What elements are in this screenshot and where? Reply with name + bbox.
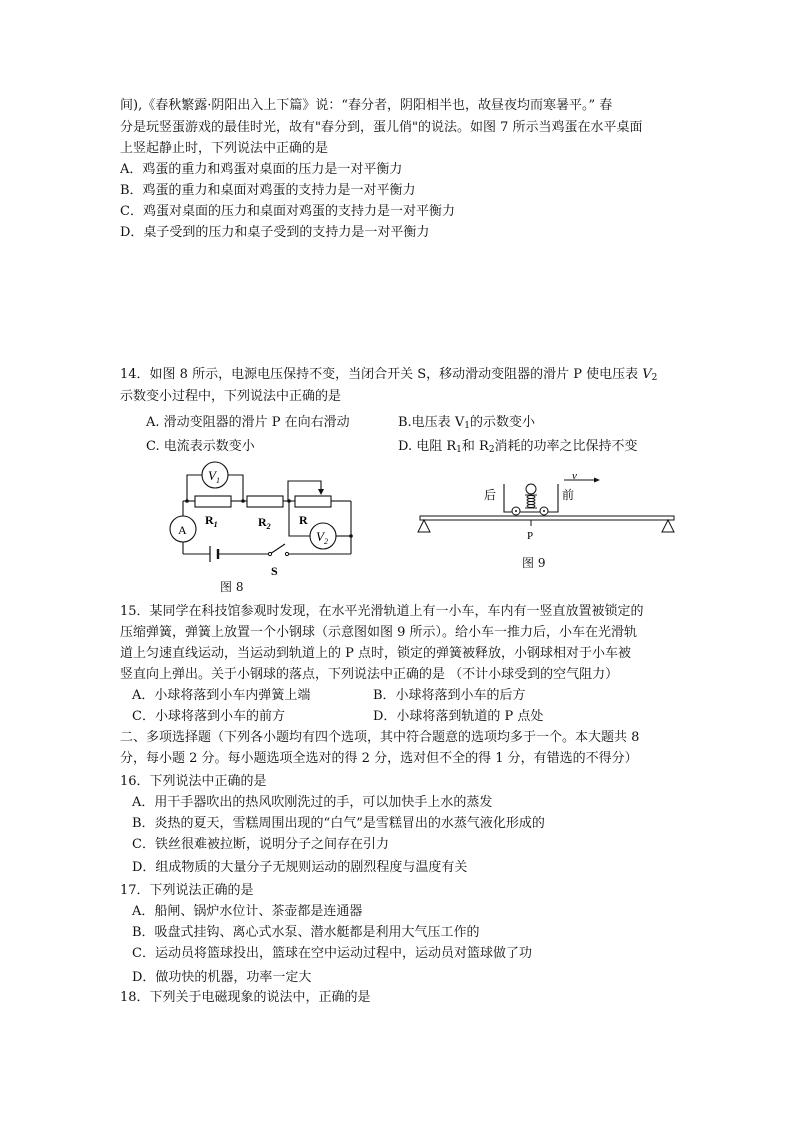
v1-label: $V_1$ — [208, 468, 220, 485]
resistor-r1 — [195, 496, 231, 507]
q15-option-c: C．小球将落到小车的前方 — [132, 709, 285, 724]
label-v: v — [572, 470, 577, 482]
r1-label: $R_1$ — [205, 513, 218, 529]
q17-option-c: C．运动员将篮球投出，篮球在空中运动过程中，运动员对篮球做了功 — [132, 946, 532, 961]
q17-option-a: A．船闸、锅炉水位计、茶壶都是连通器 — [132, 904, 363, 919]
q16-option-b: B．炎热的夏天，雪糕周围出现的“白气”是雪糕冒出的水蒸气液化形成的 — [132, 816, 545, 831]
q15-option-b: B．小球将落到小车的后方 — [373, 688, 526, 703]
q13-option-b: B．鸡蛋的重力和桌面对鸡蛋的支持力是一对平衡力 — [120, 183, 416, 198]
r-label: R — [299, 513, 308, 527]
q13-stem-line-3: 上竖起静止时，下列说法中正确的是 — [120, 141, 329, 156]
q15-stem-line-3: 道上匀速直线运动，当运动到轨道上的 P 点时，锁定的弹簧被释放，小钢球相对于小车被 — [120, 646, 632, 661]
label-front: 前 — [562, 488, 575, 502]
figure-8-circuit — [155, 458, 365, 578]
section-2-line-2: 分，每小题 2 分。每小题选项全选对的得 2 分，选对但不全的得 1 分，有错选的不得分） — [120, 751, 638, 766]
q14-option-d: D. 电阻 $R_1$和 $R_2$消耗的功率之比保持不变 — [398, 439, 638, 455]
q16-option-a: A．用干手器吹出的热风吹刚洗过的手，可以加快手上水的蒸发 — [132, 795, 493, 810]
q15-stem-line-1: 15．某同学在科技馆参观时发现，在水平光滑轨道上有一小车，车内有一竖直放置被锁定的 — [120, 604, 644, 619]
figure-9-caption: 图 9 — [522, 556, 546, 570]
q17-option-d: D．做功快的机器，功率一定大 — [132, 970, 312, 985]
q14-option-a: A. 滑动变阻器的滑片 P 在向右滑动 — [146, 415, 350, 430]
figure-8-caption: 图 8 — [220, 580, 244, 594]
q16-option-d: D．组成物质的大量分子无规则运动的剧烈程度与温度有关 — [132, 860, 468, 875]
label-back: 后 — [484, 488, 497, 502]
steel-ball — [526, 484, 536, 494]
q18-stem: 18．下列关于电磁现象的说法中，正确的是 — [120, 990, 371, 1005]
r2-label: $R_2$ — [258, 515, 271, 531]
q15-stem-line-4: 竖直向上弹出。关于小钢球的落点，下列说法中正确的是 （不计小球受到的空气阻力） — [120, 667, 619, 682]
label-p: P — [527, 530, 534, 542]
resistor-r2 — [247, 496, 283, 507]
switch-label: S — [271, 564, 278, 578]
ammeter-label: A — [178, 523, 187, 537]
q16-stem: 16．下列说法中正确的是 — [120, 774, 267, 789]
q17-option-b: B．吸盘式挂钩、离心式水泵、潜水艇都是利用大气压工作的 — [132, 925, 480, 940]
q17-stem: 17．下列说法正确的是 — [120, 883, 254, 898]
figure-9-cart — [412, 470, 682, 555]
q15-option-a: A．小球将落到小车内弹簧上端 — [132, 688, 311, 703]
track — [420, 516, 674, 520]
q13-stem-line-2: 分是玩竖蛋游戏的最佳时光，故有"春分到，蛋儿俏"的说法。如图 7 所示当鸡蛋在水平桌面 — [120, 120, 643, 135]
q14-option-b: B.电压表 $V_1$的示数变小 — [398, 415, 535, 431]
q13-option-d: D．桌子受到的压力和桌子受到的支持力是一对平衡力 — [120, 225, 430, 240]
q16-option-c: C．铁丝很难被拉断，说明分子之间存在引力 — [132, 837, 389, 852]
q13-option-a: A．鸡蛋的重力和鸡蛋对桌面的压力是一对平衡力 — [120, 162, 403, 177]
rheostat-r — [295, 496, 331, 507]
q13-option-c: C．鸡蛋对桌面的压力和桌面对鸡蛋的支持力是一对平衡力 — [120, 204, 455, 219]
v2-label: $V_2$ — [316, 529, 328, 546]
spring — [525, 495, 537, 508]
q13-stem-line-1: 间),《春秋繁露·阴阳出入上下篇》说：“春分者，阴阳相半也，故昼夜均而寒暑平。” 春 — [120, 98, 613, 113]
q14-option-c: C. 电流表示数变小 — [146, 439, 255, 454]
q14-stem-line-2: 示数变小过程中，下列说法中正确的是 — [120, 389, 342, 404]
q15-option-d: D．小球将落到轨道的 P 点处 — [373, 709, 544, 724]
section-2-line-1: 二、多项选择题（下列各小题均有四个选项，其中符合题意的选项均多于一个。本大题共 8 — [120, 730, 640, 745]
q15-stem-line-2: 压缩弹簧，弹簧上放置一个小钢球（示意图如图 9 所示）。给小车一推力后，小车在光滑轨 — [120, 625, 638, 640]
q14-stem-line-1: 14．如图 8 所示，电源电压保持不变，当闭合开关 S，移动滑动变阻器的滑片 P 使电压表 $V_2$ — [120, 367, 658, 383]
